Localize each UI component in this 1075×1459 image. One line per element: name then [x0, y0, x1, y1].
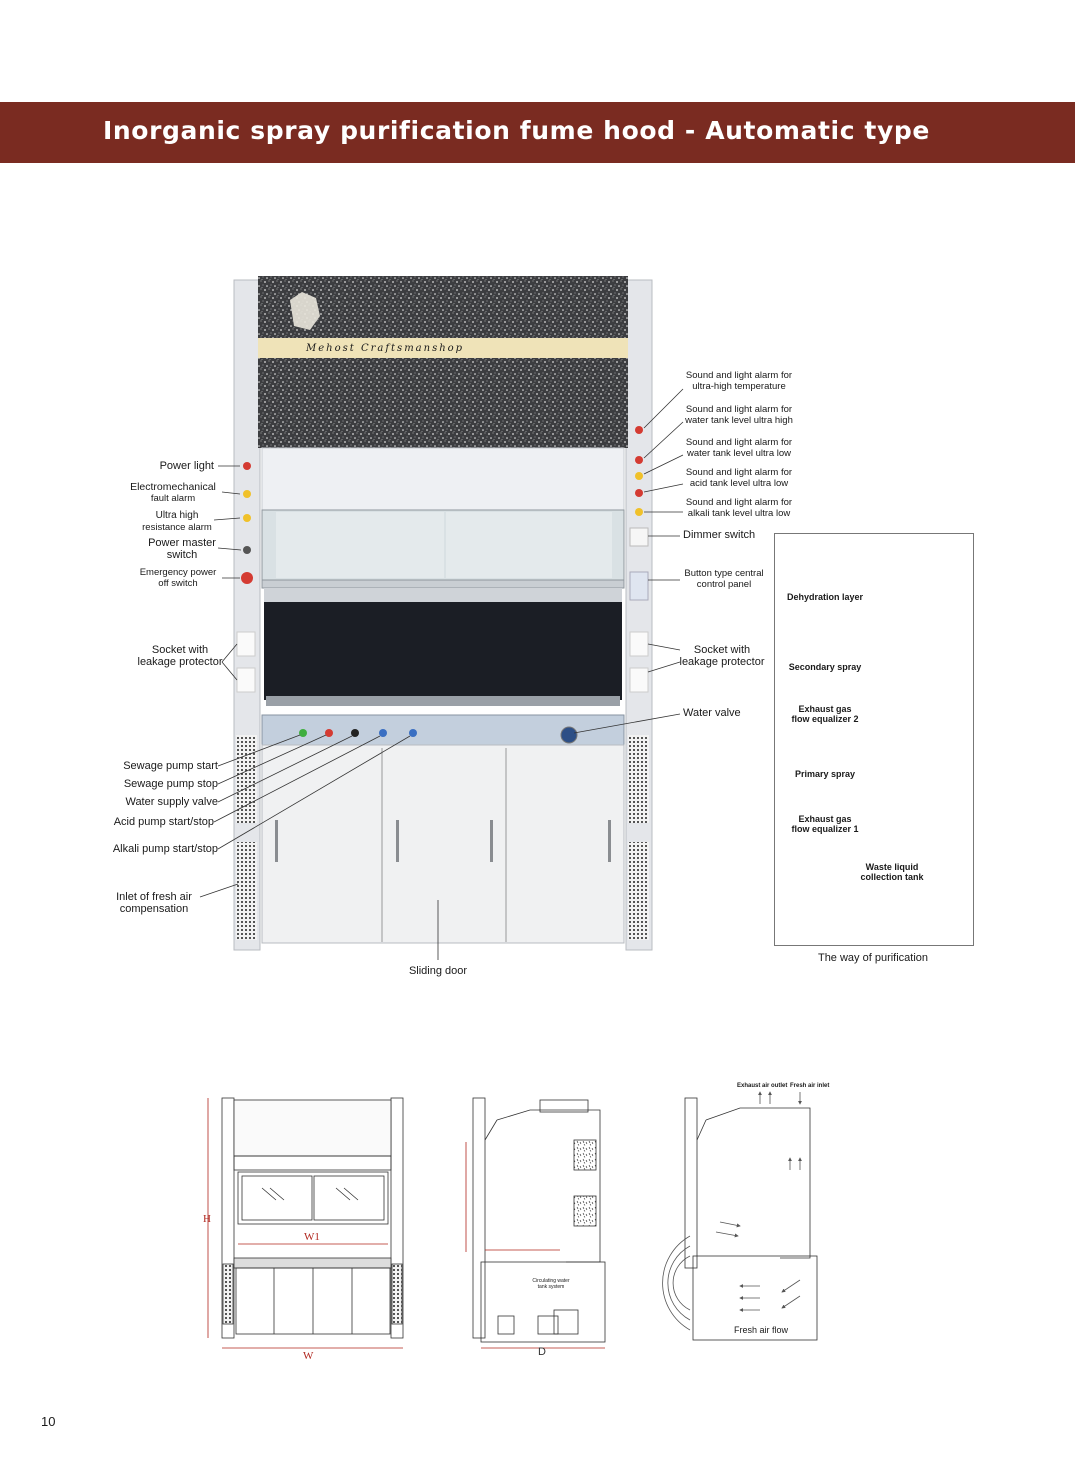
dimension-h: H: [203, 1213, 211, 1225]
label-alarm-temperature: Sound and light alarm for ultra-high temperature: [685, 370, 793, 392]
label-socket-right: Socket with leakage protector: [679, 644, 765, 668]
fume-hood-photo: [234, 276, 652, 950]
front-view-drawing: [208, 1098, 403, 1348]
dimension-d: D: [538, 1346, 546, 1358]
label-fresh-air-flow: Fresh air flow: [734, 1325, 789, 1335]
label-exhaust-outlet: Exhaust air outlet: [737, 1083, 788, 1089]
label-fresh-inlet: Fresh air inlet: [790, 1083, 830, 1089]
label-dimmer-switch: Dimmer switch: [683, 529, 756, 541]
side-view-drawing: [466, 1098, 605, 1348]
label-power-light: Power light: [159, 460, 214, 472]
dimension-w: W: [303, 1350, 314, 1362]
label-alarm-water-high: Sound and light alarm for water tank level ultra high: [685, 404, 793, 426]
label-dehydration-layer: Dehydration layer: [786, 592, 864, 602]
label-alarm-acid-low: Sound and light alarm for acid tank level ultra low: [685, 467, 793, 489]
label-primary-spray: Primary spray: [794, 769, 856, 779]
label-alarm-alkali-low: Sound and light alarm for alkali tank level ultra low: [685, 497, 793, 519]
chamber-interior: [264, 588, 622, 700]
page-title: Inorganic spray purification fume hood - Automatic type: [103, 116, 930, 145]
label-power-master-switch: Power master switch: [148, 537, 216, 561]
page-number: 10: [41, 1414, 56, 1429]
label-waste-tank: Waste liquid collection tank: [860, 862, 924, 882]
label-socket-left: Socket with leakage protector: [137, 644, 223, 668]
logo-text: Mehost Craftsmanshop: [306, 343, 465, 354]
purification-caption: The way of purification: [817, 952, 929, 964]
label-fresh-air-inlet: Inlet of fresh air compensation: [116, 891, 192, 915]
label-circulating-water: Circulating water tank system: [532, 1278, 570, 1290]
label-equalizer-2: Exhaust gas flow equalizer 2: [791, 704, 859, 724]
label-equalizer-1: Exhaust gas flow equalizer 1: [791, 814, 859, 834]
label-sliding-door: Sliding door: [408, 965, 468, 977]
label-water-supply: Water supply valve: [125, 796, 218, 808]
label-ultra-high-resistance: Ultra high resistance alarm: [142, 510, 212, 533]
label-electromechanical-alarm: Electromechanical fault alarm: [130, 481, 216, 504]
label-acid-pump: Acid pump start/stop: [113, 816, 214, 828]
label-alkali-pump: Alkali pump start/stop: [112, 843, 218, 855]
airflow-drawing: [663, 1092, 817, 1340]
dimension-w1: W1: [304, 1231, 320, 1243]
label-sewage-start: Sewage pump start: [123, 760, 218, 772]
label-sewage-stop: Sewage pump stop: [123, 778, 218, 790]
water-valve-knob: [561, 727, 577, 743]
label-water-valve: Water valve: [683, 707, 741, 719]
label-alarm-water-low: Sound and light alarm for water tank level ultra low: [685, 437, 793, 459]
label-emergency-off: Emergency power off switch: [139, 567, 217, 589]
label-central-control: Button type central control panel: [684, 568, 764, 590]
label-secondary-spray: Secondary spray: [788, 662, 862, 672]
